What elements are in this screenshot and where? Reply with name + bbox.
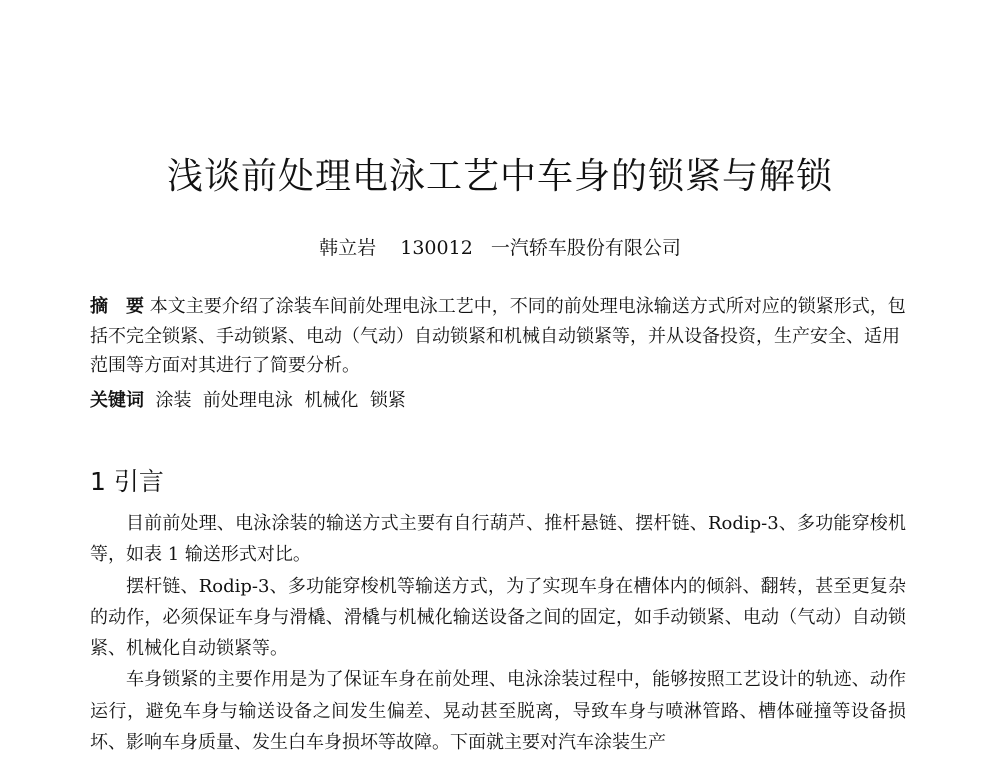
- abstract: [90, 292, 906, 381]
- paper-title: 浅谈前处理电泳工艺中车身的锁紧与解锁: [166, 156, 833, 197]
- affiliation: 一汽轿车股份有限公司: [490, 237, 681, 259]
- paragraph: 车身锁紧的主要作用是为了保证车身在前处理、电泳涂装过程中，能够按照工艺设计的轨迹、动作运行，避免车身与输送设备之间发生偏差、晃动甚至脱离，导致车身与喷淋管路、槽体碰撞等设备损坏、影响车身质量、发生白车身损坏等故障。下面就主要对汽车涂装生产: [90, 669, 906, 754]
- author-name: 韩立岩: [319, 237, 377, 259]
- paragraph: 目前前处理、电泳涂装的输送方式主要有自行葫芦、推杆悬链、摆杆链、Rodip-3、多功能穿梭机等，如表 1 输送形式对比。: [90, 513, 906, 566]
- byline: [0, 233, 1000, 260]
- keyword: 前处理电泳: [202, 390, 293, 411]
- keywords: [90, 386, 906, 415]
- abstract-label: 摘 要: [90, 296, 144, 317]
- keyword: 涂装: [155, 390, 192, 411]
- abstract-text: 本文主要介绍了涂装车间前处理电泳工艺中，不同的前处理电泳输送方式所对应的锁紧形式，包括不完全锁紧、手动锁紧、电动（气动）自动锁紧和机械自动锁紧等，并从设备投资，生产安全、适用范围等方面对其进行了简要分析。: [90, 296, 906, 376]
- postcode: 130012: [400, 237, 473, 259]
- section-body: [90, 508, 906, 758]
- keyword: 机械化: [304, 390, 359, 411]
- paragraph: 摆杆链、Rodip-3、多功能穿梭机等输送方式，为了实现车身在槽体内的倾斜、翻转，甚至更复杂的动作，必须保证车身与滑橇、滑橇与机械化输送设备之间的固定，如手动锁紧、电动（气动）自动锁紧、机械化自动锁紧等。: [90, 575, 906, 660]
- keyword: 锁紧: [369, 390, 406, 411]
- keywords-label: 关键词: [90, 390, 144, 411]
- section-heading: 1 引言: [90, 467, 164, 496]
